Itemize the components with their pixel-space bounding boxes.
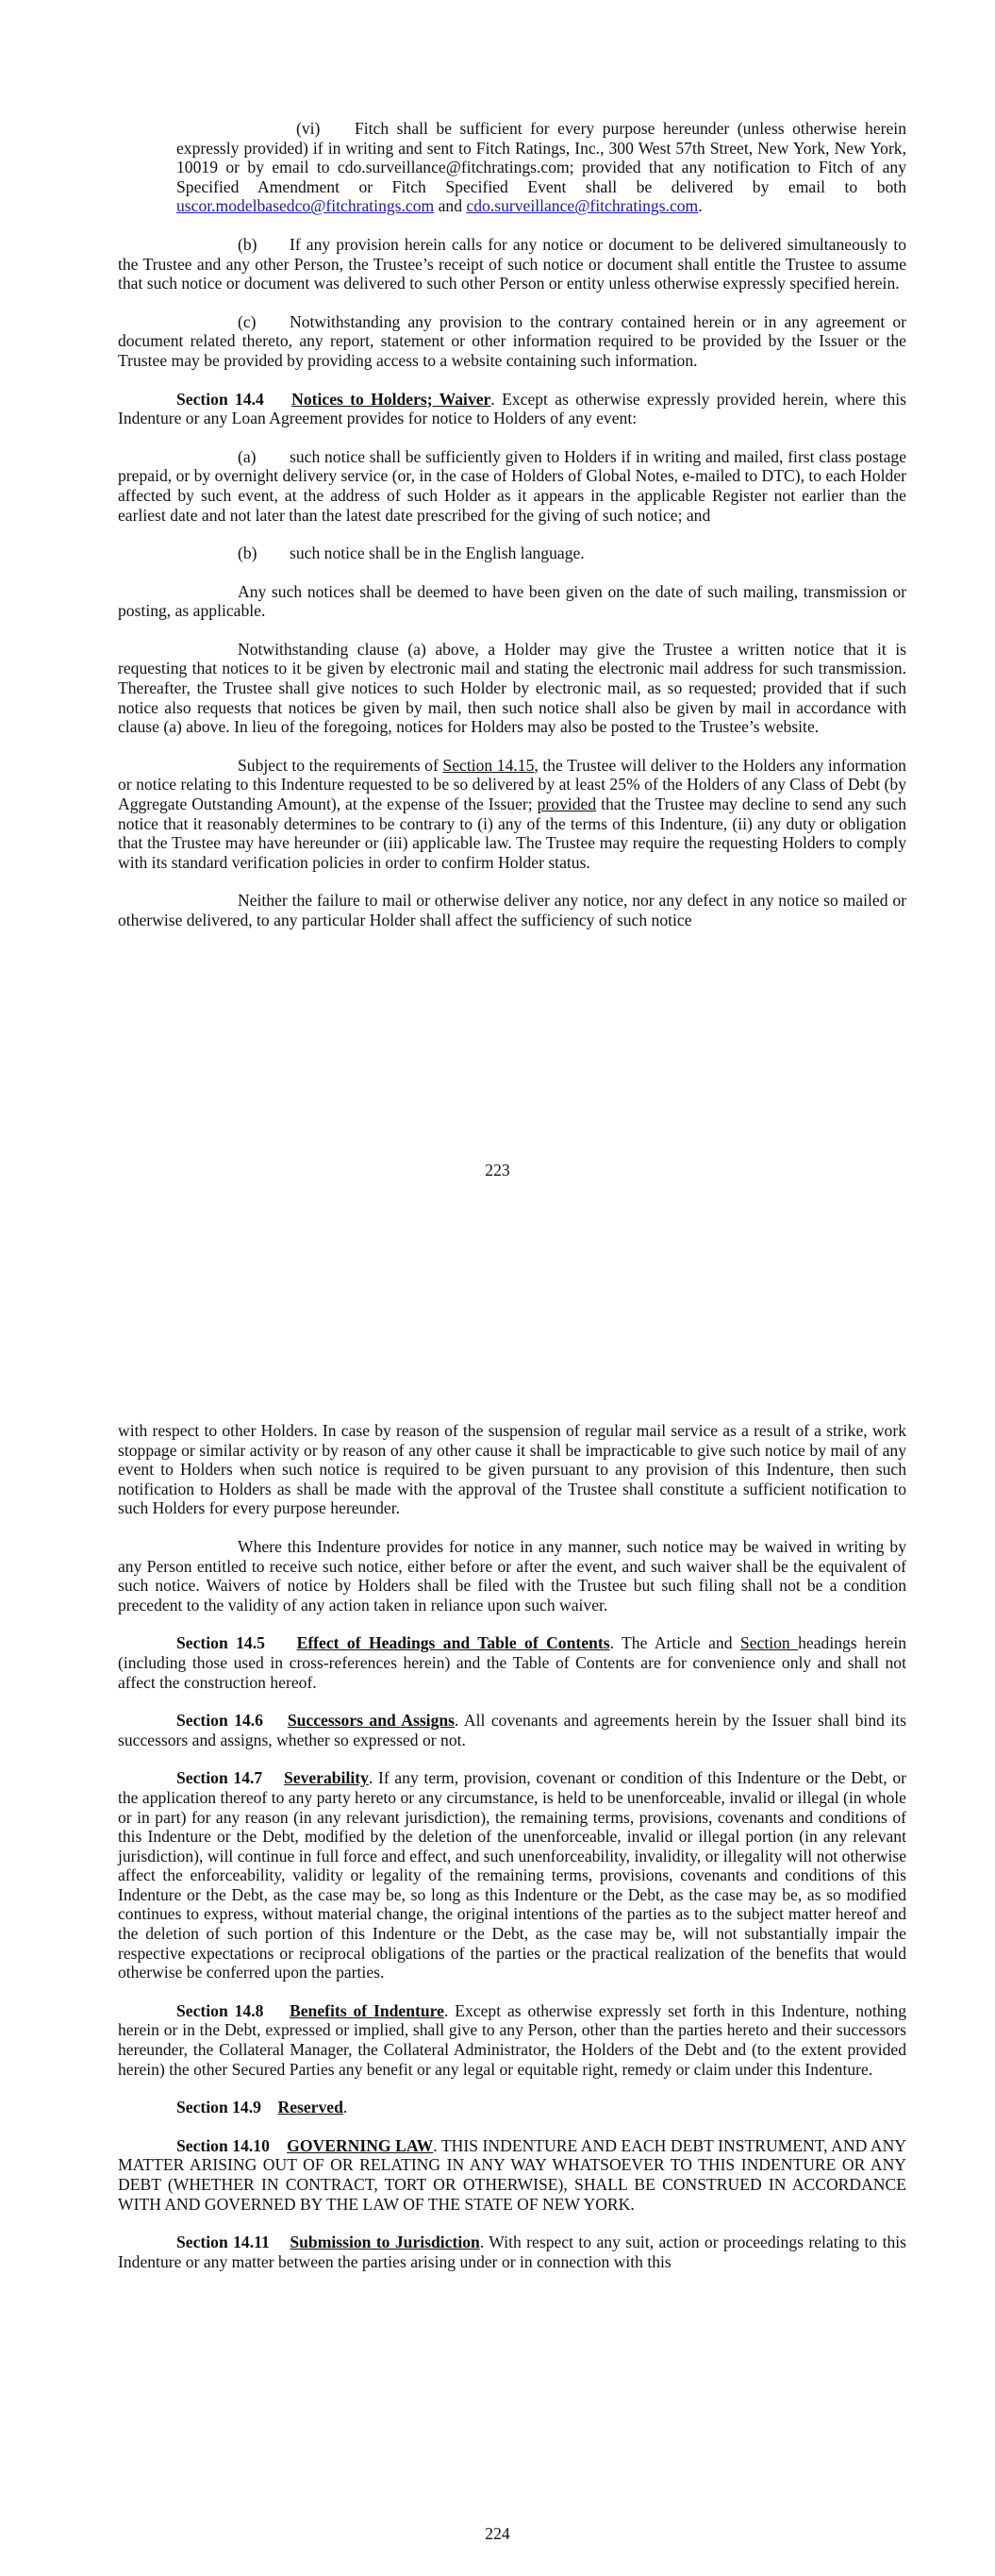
clause-number: (c)	[238, 311, 257, 331]
section-title: Submission to Jurisdiction	[290, 2233, 480, 2252]
section-label: Section 14.4	[176, 389, 264, 409]
clause-number: (b)	[238, 234, 257, 254]
page-number: 224	[485, 2524, 510, 2543]
paragraph-failure-to-mail: Neither the failure to mail or otherwise deliver any notice, nor any defect in any notice so mailed or otherwise delivered, to any particular Holder shall affect the sufficiency of such notice	[118, 891, 906, 929]
section-label: Section 14.6	[176, 1711, 263, 1731]
section-label: Section 14.7	[176, 1768, 263, 1788]
section-label: Section 14.5	[176, 1633, 265, 1653]
paragraph-waiver: Where this Indenture provides for notice in any manner, such notice may be waived in writing by any Person entitled to receive such notice, either before or after the event, and such waiver shall be the equivalent of such notice. Waivers of notice by Holders shall be filed with the Trustee but such filing shall not be a condition precedent to the validity of any action taken in reliance upon such waiver.	[118, 1536, 906, 1614]
section-title: Reserved	[277, 2098, 343, 2117]
section-14-5: Section 14.5 Effect of Headings and Table of Contents. The Article and Section headings herein (including those used in cross-references herein) and the Table of Contents are for convenience only and shall not affect the construction hereof.	[118, 1633, 907, 1692]
paragraph-notices-deemed: Any such notices shall be deemed to have been given on the date of such mailing, transmission or posting, as applicable.	[118, 581, 906, 621]
section-14-8: Section 14.8 Benefits of Indenture. Except as otherwise expressly set forth in this Indenture, nothing herein or in the Debt, expressed or implied, shall give to any Person, other than the parties hereto and their successors hereunder, the Collateral Manager, the Collateral Administrator, the Holders of the Debt and (to the extent provided herein) the other Secured Parties any benefit or any legal or equitable right, remedy or claim under this Indenture.	[118, 2000, 907, 2079]
section-label: Section 14.8	[176, 2000, 264, 2020]
clause-c-paragraph: (c) Notwithstanding any provision to the contrary contained herein or in any agreement or document related thereto, any report, statement or other information required to be provided by the Issuer or the Trustee may be provided by providing access to a website containing such information.	[118, 311, 906, 370]
section-title: Severability	[283, 1768, 369, 1788]
clause-b-paragraph: (b) If any provision herein calls for any notice or document to be delivered simultaneously to the Trustee and any other Person, the Trustee’s receipt of such notice or document shall entitle the Trustee to assume that such notice or document was delivered to such other Person or entity unless otherwise expressly specified herein.	[118, 234, 906, 293]
clause-number: (a)	[238, 446, 257, 466]
email-link-modelbasedco[interactable]: uscor.modelbasedco@fitchratings.com	[176, 196, 435, 216]
document-page-224	[0, 1297, 995, 2576]
clause-number: (vi)	[296, 119, 321, 138]
clause-vi-paragraph: (vi) Fitch shall be sufficient for every purpose hereunder (unless otherwise herein expressly provided) if in writing and sent to Fitch Ratings, Inc., 300 West 57th Street, New York, New York, 10019 or by email to cdo.surveillance@fitchratings.com; provided that any notification to Fitch of any Specified Amendment or Fitch Specified Event shall be delivered by email to both uscor.modelbasedco@fitchratings.com and cdo.surveillance@fitchratings.com.	[176, 119, 906, 216]
email-link-cdo-surveillance[interactable]: cdo.surveillance@fitchratings.com	[466, 196, 699, 216]
paragraph-continued: with respect to other Holders. In case by reason of the suspension of regular mail service as a result of a strike, work stoppage or similar activity or by reason of any other cause it shall be impracticable to give such notice by mail of any event to Holders when such notice is required to be given pursuant to any provision of this Indenture, then such notification to Holders as shall be made with the approval of the Trustee shall constitute a sufficient notification to such Holders for every purpose hereunder.	[118, 1421, 906, 1518]
section-label: Section 14.10	[176, 2135, 270, 2155]
section-14-10: Section 14.10 GOVERNING LAW. THIS INDENTURE AND EACH DEBT INSTRUMENT, AND ANY MATTER ARISING OUT OF OR RELATING IN ANY WAY WHATSOEVER TO THIS INDENTURE OR ANY DEBT (WHETHER IN CONTRACT, TORT OR OTHERWISE), SHALL BE CONSTRUED IN ACCORDANCE WITH AND GOVERNED BY THE LAW OF THE STATE OF NEW YORK.	[118, 2135, 906, 2214]
section-14-7: Section 14.7 Severability. If any term, provision, covenant or condition of this Indenture or the Debt, or the application thereof to any party hereto or any circumstance, is held to be unenforceable, invalid or illegal (in whole or in part) for any reason (in any relevant jurisdiction), the remaining terms, provisions, covenants and conditions of this Indenture or the Debt, modified by the deletion of the unenforceable, invalid or illegal portion (in any relevant jurisdiction), will continue in full force and effect, and such unenforceability, invalidity, or illegality will not otherwise affect the enforceability, validity or legality of the remaining terms, provisions, covenants and conditions of this Indenture or the Debt, as the case may be, so long as this Indenture or the Debt, as the case may be, as so modified continues to express, without material change, the original intentions of the parties as to the subject matter hereof and the deletion of such portion of this Indenture or the Debt, as the case may be, will not substantially impair the respective expectations or reciprocal obligations of the parties or the practical realization of the benefits that would otherwise be conferred upon the parties.	[118, 1768, 907, 1982]
paragraph-holder-requests: Subject to the requirements of Section 14.15, the Trustee will deliver to the Holders any information or notice relating to this Indenture requested to be so delivered by at least 25% of the Holders of any Class of Debt (by Aggregate Outstanding Amount), at the expense of the Issuer; provided that the Trustee may decline to send any such notice that it reasonably determines to be contrary to (i) any of the terms of this Indenture, (ii) any duty or obligation that the Trustee may have hereunder or (iii) applicable law. The Trustee may require the requesting Holders to comply with its standard verification policies in order to confirm Holder status.	[118, 755, 907, 872]
page-223-body	[118, 119, 906, 930]
page-224-body	[118, 1421, 906, 2271]
section-title: Effect of Headings and Table of Contents	[296, 1633, 610, 1653]
page-number: 223	[485, 1161, 510, 1179]
section-14-6: Section 14.6 Successors and Assigns. All covenants and agreements herein by the Issuer shall bind its successors and assigns, whether so expressed or not.	[118, 1711, 906, 1749]
provided-term: provided	[537, 795, 597, 814]
section-title: Benefits of Indenture	[289, 2000, 444, 2020]
section-14-9: Section 14.9 Reserved.	[176, 2098, 348, 2117]
section-label: Section 14.9	[176, 2098, 261, 2117]
section-14-4: Section 14.4 Notices to Holders; Waiver. Except as otherwise expressly provided herein, where this Indenture or any Loan Agreement provides for notice to Holders of any event:	[118, 389, 907, 428]
section-title: Notices to Holders; Waiver	[291, 389, 491, 409]
clause-number: (b)	[238, 544, 257, 563]
section-reference: Section 14.15	[442, 755, 535, 775]
section-label: Section 14.11	[176, 2233, 270, 2252]
section-14-11: Section 14.11 Submission to Jurisdiction. With respect to any suit, action or proceedings relating to this Indenture or any matter between the parties arising under or in connection with this	[118, 2233, 907, 2271]
section-14-4-clause-a: (a) such notice shall be sufficiently given to Holders if in writing and mailed, first class postage prepaid, or by overnight delivery service (or, in the case of Holders of Global Notes, e-mailed to DTC), to each Holder affected by such event, at the address of such Holder as it appears in the applicable Register not earlier than the earliest date and not later than the latest date prescribed for the giving of such notice; and	[118, 446, 906, 525]
section-reference: Section	[739, 1633, 799, 1653]
section-14-4-clause-b: (b) such notice shall be in the English language.	[238, 544, 585, 563]
section-title: Successors and Assigns	[287, 1711, 455, 1731]
paragraph-electronic-mail: Notwithstanding clause (a) above, a Holder may give the Trustee a written notice that it is requesting that notices to it be given by electronic mail and stating the electronic mail address for such transmission. Thereafter, the Trustee shall give notices to such Holder by electronic mail, as so requested; provided that if such notice also requests that notices be given by mail, then such notice shall also be given by mail in accordance with clause (a) above. In lieu of the foregoing, notices for Holders may also be posted to the Trustee’s website.	[118, 639, 906, 737]
section-title: GOVERNING LAW	[287, 2135, 434, 2155]
